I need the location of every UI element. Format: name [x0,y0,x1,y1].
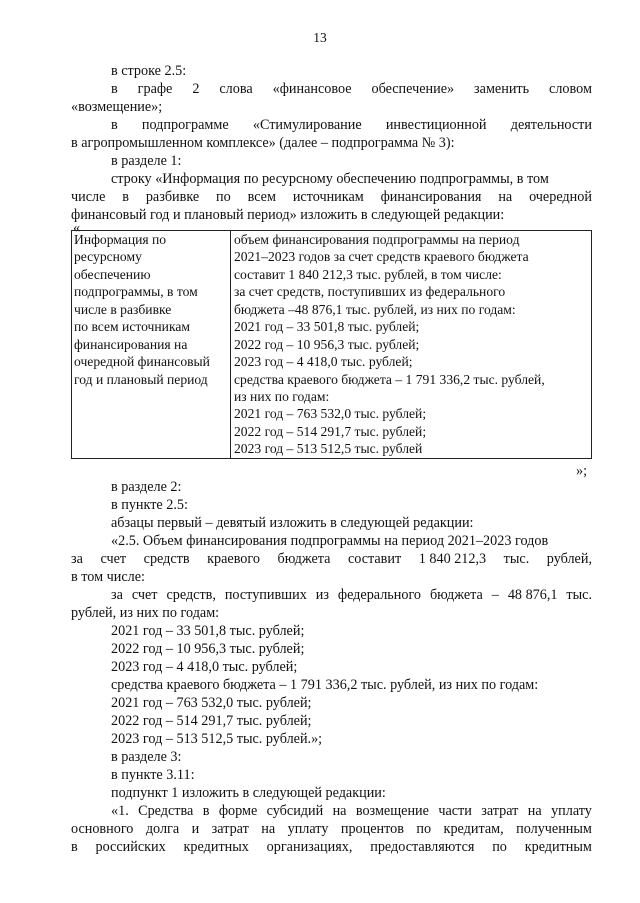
body-line-17: в пункте 3.11: [111,767,195,783]
body-line-4: «2.5. Объем финансирования подпрограммы на период 2021–2023 годов [111,533,549,549]
word: тыс. [503,551,530,567]
word: в [111,117,118,133]
word: на [261,821,276,837]
right-line: из них по годам: [234,388,330,404]
word: слова [219,81,253,97]
word: возмещение [355,803,429,819]
body-line-10: 2022 год – 10 956,3 тыс. рублей; [111,641,305,657]
right-line: 2022 год – 514 291,7 тыс. рублей; [234,423,427,439]
left-line: ресурсному [74,249,142,265]
right-line: объем финансирования подпрограммы на период [234,232,520,247]
word: субсидий [266,803,324,819]
right-line: 2021 год – 763 532,0 тыс. рублей; [234,406,427,422]
open-quote: « [73,220,81,236]
left-line: год и плановый период [74,371,208,387]
word: долга [145,821,180,837]
right-line: 2023 год – 4 418,0 тыс. рублей; [234,354,413,370]
word: поступивших [224,587,307,603]
intro-line-2 [111,80,592,98]
word: графе [137,81,173,97]
word: на [527,803,542,819]
body-line-8: рублей, из них по годам: [71,605,220,621]
word: затрат [211,821,249,837]
body-line-3: абзацы первый – девятый изложить в следующей редакции: [111,515,474,531]
word: по [216,189,231,205]
word: краевого [207,551,260,567]
intro-line-6: в разделе 1: [111,153,182,169]
word: и [191,821,200,837]
resource-info-table [71,230,592,459]
right-line: составит 1 840 212,3 тыс. рублей, в том числе: [234,266,502,282]
word: части [438,803,472,819]
word: «1. [111,803,129,819]
word: предоставляются [370,839,475,855]
word: 48 876,1 [507,587,558,603]
body-line-18: подпункт 1 изложить в следующей редакции: [111,785,386,801]
body-line-16: в разделе 3: [111,749,182,765]
left-line: Информация по [74,232,167,247]
body-line-19 [111,802,592,820]
word: уплату [551,803,592,819]
word: российских [95,839,166,855]
word: финансирования [380,189,482,205]
close-quote: »; [576,463,588,479]
body-line-1: в разделе 2: [111,479,182,495]
body-line-20 [71,820,592,838]
word: организациях, [266,839,353,855]
right-line: 2021–2023 годов за счет средств краевого бюджета [234,249,529,265]
word: затрат [481,803,519,819]
word: бюджета [277,551,331,567]
word: средств, [166,587,216,603]
body-line-11: 2023 год – 4 418,0 тыс. рублей; [111,659,298,675]
body-line-7 [111,586,592,604]
word: в [111,81,118,97]
word: 1 840 212,3 [418,551,487,567]
word: счет [131,587,158,603]
word: средств [143,551,190,567]
word: 2 [192,81,200,97]
right-line: 2023 год – 513 512,5 тыс. рублей [234,441,423,457]
right-line: средства краевого бюджета – 1 791 336,2 тыс. рублей, [234,371,545,387]
word: «Стимулирование [252,117,362,133]
intro-line-9: финансовый год и плановый период» изложить в следующей редакции: [71,207,505,223]
word: разбивке [145,189,200,205]
word: кредитных [183,839,249,855]
word: процентов [340,821,404,837]
word: по [492,839,507,855]
word: уплату [287,821,329,837]
right-line: 2022 год – 10 956,3 тыс. рублей; [234,336,420,352]
word: всем [247,189,276,205]
word: «финансовое [272,81,352,97]
left-line: подпрограммы, в том [74,284,198,300]
word: источникам [292,189,364,205]
body-line-5 [71,550,592,568]
body-line-6: в том числе: [71,569,145,585]
word: в [71,839,78,855]
word: в [202,803,210,819]
word: тыс. [566,587,592,603]
left-line: числе в разбивке [74,301,172,317]
right-line: бюджета –48 876,1 тыс. рублей, из них по годам: [234,301,516,317]
body-line-9: 2021 год – 33 501,8 тыс. рублей; [111,623,305,639]
word: Средства [138,803,194,819]
left-line: финансирования на [74,336,188,352]
body-line-14: 2022 год – 514 291,7 тыс. рублей; [111,713,312,729]
word: основного [71,821,134,837]
table-row [72,231,592,459]
word: на [332,803,347,819]
word: полученным [516,821,592,837]
word: счет [100,551,127,567]
body-line-15: 2023 год – 513 512,5 тыс. рублей.»; [111,731,323,747]
right-line: за счет средств, поступивших из федерального [234,284,506,300]
intro-line-4 [111,116,592,134]
word: – [491,587,499,603]
intro-line-5: в агропромышленном комплексе» (далее – подпрограмма № 3): [71,135,455,151]
intro-line-7: строку «Информация по ресурсному обеспечению подпрограммы, в том [111,171,549,187]
word: бюджета [429,587,483,603]
table-left-cell [72,231,231,459]
word: в [122,189,129,205]
word: за [71,551,83,567]
table-right-cell [231,231,592,459]
word: составит [347,551,402,567]
page-number: 13 [313,30,327,45]
word: на [498,189,513,205]
word: очередной [529,189,592,205]
left-line: обеспечению [74,266,151,282]
word: деятельности [510,117,592,133]
body-line-12: средства краевого бюджета – 1 791 336,2 тыс. рублей, из них по годам: [111,677,539,693]
left-line: очередной финансовый [74,354,210,370]
word: кредитным [524,839,592,855]
word: подпрограмме [141,117,229,133]
word: обеспечение» [371,81,455,97]
word: форме [218,803,258,819]
intro-line-3: «возмещение»; [71,99,163,115]
word: по [416,821,432,837]
intro-line-1: в строке 2.5: [111,63,187,79]
word: инвестиционной [385,117,487,133]
body-line-2: в пункте 2.5: [111,497,188,513]
word: заменить [474,81,530,97]
word: рублей, [546,551,592,567]
word: федерального [337,587,422,603]
left-line: по всем источникам [74,319,190,335]
body-line-21 [71,838,592,856]
word: словом [549,81,592,97]
right-line: 2021 год – 33 501,8 тыс. рублей; [234,319,420,335]
body-line-13: 2021 год – 763 532,0 тыс. рублей; [111,695,312,711]
word: из [315,587,329,603]
word: числе [71,189,106,205]
intro-line-8 [71,188,592,206]
word: кредитам, [443,821,504,837]
word: за [111,587,123,603]
